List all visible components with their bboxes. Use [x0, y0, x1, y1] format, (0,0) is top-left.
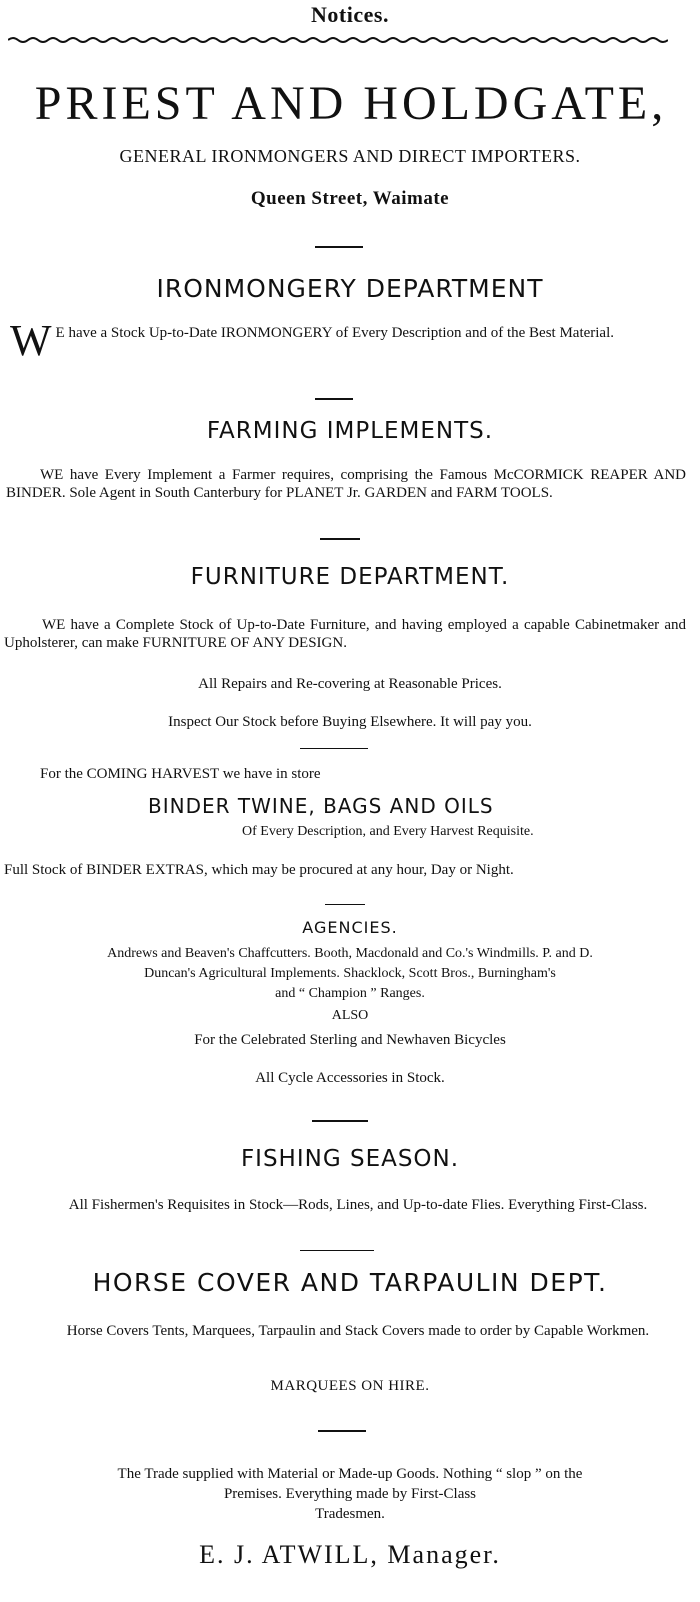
notices-heading: Notices. — [311, 2, 389, 27]
agencies-line2: Duncan's Agricultural Implements. Shacklock, Scott Bros., Burningham's — [144, 966, 556, 981]
divider-rule — [300, 748, 368, 749]
harvest-sub: Of Every Description, and Every Harvest Requisite. — [242, 824, 534, 839]
divider-rule — [320, 538, 360, 540]
fishing-text: All Fishermen's Requisites in Stock—Rods, Lines, and Up-to-date Flies. Everything First-Class. — [68, 1197, 648, 1213]
trade-line-3: Tradesmen. — [315, 1506, 385, 1522]
firm-name: PRIEST AND HOLDGATE, — [34, 77, 668, 130]
fishing-heading: FISHING SEASON. — [240, 1146, 460, 1172]
firm-subtitle: GENERAL IRONMONGERS AND DIRECT IMPORTERS. — [119, 146, 581, 166]
harvest-heading: BINDER TWINE, BAGS AND OILS — [148, 794, 494, 818]
divider-rule — [300, 1250, 374, 1251]
agencies-line3: and “ Champion ” Ranges. — [275, 986, 425, 1001]
divider-rule — [325, 904, 365, 905]
farming-heading: FARMING IMPLEMENTS. — [206, 418, 494, 444]
divider-rule — [318, 1430, 366, 1432]
agencies-line1: Andrews and Beaven's Chaffcutters. Booth, Macdonald and Co.'s Windmills. P. and D. — [107, 946, 593, 961]
horse-text: Horse Covers Tents, Marquees, Tarpaulin and Stack Covers made to order by Capable Workmen. — [66, 1323, 650, 1339]
trade-line-2: Premises. Everything made by First-Class — [223, 1486, 477, 1502]
ironmongery-body: E have a Stock Up-to-Date IRONMONGERY of Every Description and of the Best Material. — [55, 325, 615, 341]
divider-rule — [312, 1120, 368, 1122]
wavy-divider — [8, 36, 668, 44]
ironmongery-text — [10, 316, 686, 365]
divider-rule — [315, 246, 363, 248]
harvest-intro: For the COMING HARVEST we have in store — [40, 766, 321, 782]
ironmongery-heading: IRONMONGERY DEPARTMENT — [156, 274, 544, 303]
farming-text: WE have Every Implement a Farmer requires, comprising the Famous McCORMICK REAPER AND BINDER. Sole Agent in South Canterbury for PLANET Jr. GARDEN and FARM TOOLS. — [6, 467, 686, 501]
furniture-text: WE have a Complete Stock of Up-to-Date Furniture, and having employed a capable Cabinetmaker and Upholsterer, can make FURNITURE OF ANY DESIGN. — [4, 617, 686, 651]
furniture-inspect: Inspect Our Stock before Buying Elsewhere. It will pay you. — [168, 714, 532, 730]
agencies-heading: AGENCIES. — [302, 918, 398, 937]
trade-line-1: The Trade supplied with Material or Made-up Goods. Nothing “ slop ” on the — [117, 1466, 583, 1482]
harvest-extras: Full Stock of BINDER EXTRAS, which may be procured at any hour, Day or Night. — [4, 862, 514, 878]
agencies-bicycles: For the Celebrated Sterling and Newhaven Bicycles — [194, 1032, 506, 1048]
horse-marquees: MARQUEES ON HIRE. — [270, 1378, 430, 1394]
manager-signature: E. J. ATWILL, Manager. — [199, 1540, 501, 1569]
firm-address: Queen Street, Waimate — [250, 188, 450, 209]
drop-cap-w: W — [10, 316, 52, 365]
agencies-also: ALSO — [331, 1008, 369, 1023]
agencies-cycle-accessories: All Cycle Accessories in Stock. — [255, 1070, 445, 1086]
divider-rule — [315, 398, 353, 400]
horse-heading: HORSE COVER AND TARPAULIN DEPT. — [92, 1268, 608, 1297]
furniture-repairs: All Repairs and Re-covering at Reasonable Prices. — [198, 676, 502, 692]
furniture-heading: FURNITURE DEPARTMENT. — [190, 564, 510, 590]
